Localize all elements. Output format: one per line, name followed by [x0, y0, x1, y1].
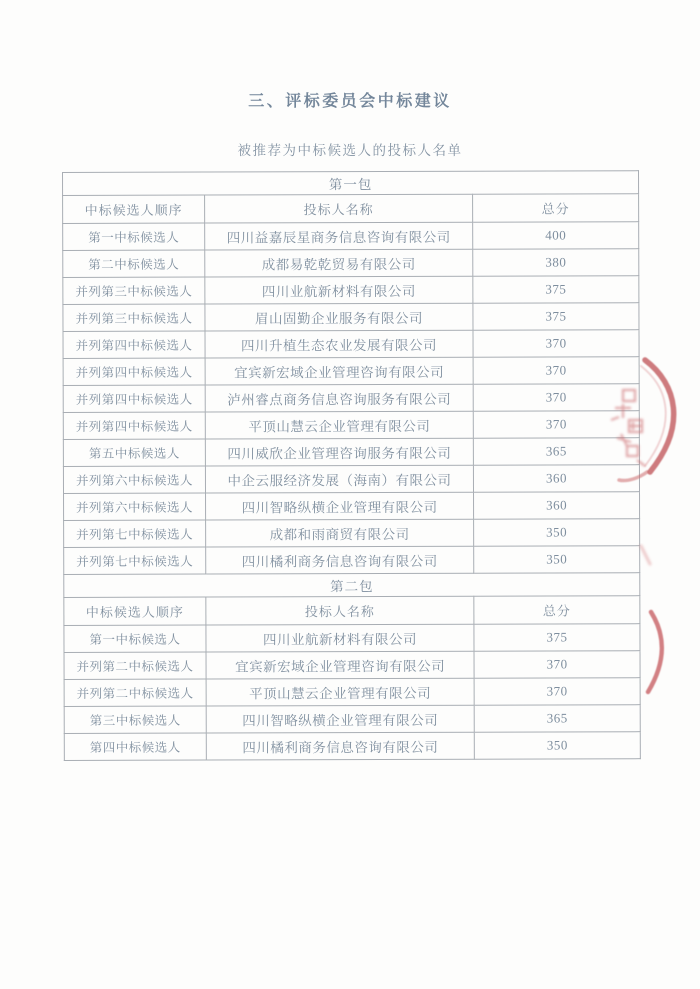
table-row — [63, 465, 639, 494]
candidate-order: 并列第二中标候选人 — [64, 679, 206, 706]
table-row — [64, 546, 640, 575]
candidate-order: 并列第三中标候选人 — [63, 277, 205, 304]
table-row — [64, 705, 640, 734]
total-score: 370 — [473, 411, 639, 439]
col-header-order: 中标候选人顺序 — [64, 597, 206, 625]
total-score: 365 — [474, 705, 640, 733]
candidate-order: 并列第二中标候选人 — [64, 652, 206, 679]
bidder-name: 中企云服经济发展（海南）有限公司 — [205, 465, 473, 493]
candidate-order: 并列第七中标候选人 — [64, 547, 206, 574]
total-score: 350 — [474, 546, 640, 574]
table-row — [63, 411, 639, 440]
table-row — [63, 276, 639, 305]
total-score: 360 — [473, 465, 639, 493]
document-subtitle: 被推荐为中标候选人的投标人名单 — [237, 143, 463, 158]
total-score: 370 — [474, 678, 640, 706]
total-score: 370 — [474, 651, 640, 679]
table-row — [63, 357, 639, 386]
bidder-name: 平顶山慧云企业管理有限公司 — [205, 411, 473, 439]
bidder-name: 宜宾新宏域企业管理咨询有限公司 — [206, 651, 474, 679]
table-row — [64, 624, 640, 653]
total-score: 360 — [474, 492, 640, 520]
award-candidates-table — [62, 170, 641, 761]
total-score: 370 — [473, 357, 639, 385]
candidate-order: 并列第四中标候选人 — [63, 412, 205, 439]
table-row — [63, 384, 639, 413]
candidate-order: 并列第三中标候选人 — [63, 304, 205, 331]
table-row — [63, 438, 639, 467]
package-name: 第二包 — [64, 573, 640, 598]
section-title: 三、评标委员会中标建议 — [248, 93, 452, 110]
bidder-name: 四川益嘉辰星商务信息咨询有限公司 — [205, 222, 473, 250]
total-score: 370 — [473, 330, 639, 358]
candidate-order: 第二中标候选人 — [63, 250, 205, 277]
table-row — [63, 249, 639, 278]
table-row — [64, 651, 640, 680]
bidder-name: 成都易乾乾贸易有限公司 — [205, 249, 473, 277]
package-name: 第一包 — [63, 171, 639, 196]
total-score: 375 — [473, 276, 639, 304]
table-row — [64, 732, 640, 761]
col-header-bidder-name: 投标人名称 — [206, 596, 474, 625]
candidate-order: 第五中标候选人 — [63, 439, 205, 466]
package-header-row — [64, 573, 640, 598]
column-header-row — [64, 596, 640, 626]
candidate-order: 并列第六中标候选人 — [63, 466, 205, 493]
candidate-order: 第一中标候选人 — [64, 625, 206, 652]
total-score: 365 — [473, 438, 639, 466]
total-score: 350 — [474, 519, 640, 547]
col-header-total-score: 总分 — [473, 194, 639, 223]
candidate-order: 并列第七中标候选人 — [64, 520, 206, 547]
total-score: 375 — [474, 624, 640, 652]
total-score: 375 — [473, 303, 639, 331]
table-row — [63, 222, 639, 251]
bidder-name: 四川业航新材料有限公司 — [205, 276, 473, 304]
candidate-order: 并列第四中标候选人 — [63, 331, 205, 358]
table-row — [63, 330, 639, 359]
bidder-name: 宜宾新宏域企业管理咨询有限公司 — [205, 357, 473, 385]
bidder-name: 成都和雨商贸有限公司 — [206, 519, 474, 547]
bidder-name: 四川智略纵横企业管理有限公司 — [206, 705, 474, 733]
table-row — [63, 303, 639, 332]
column-header-row — [63, 194, 639, 224]
candidate-order: 并列第六中标候选人 — [64, 493, 206, 520]
candidate-order: 并列第四中标候选人 — [63, 358, 205, 385]
total-score: 350 — [474, 732, 640, 760]
bidder-name: 泸州睿点商务信息咨询服务有限公司 — [205, 384, 473, 412]
bidder-name: 四川升植生态农业发展有限公司 — [205, 330, 473, 358]
bidder-name: 四川橘利商务信息咨询有限公司 — [206, 732, 474, 760]
col-header-total-score: 总分 — [474, 596, 640, 625]
bidder-name: 四川业航新材料有限公司 — [206, 624, 474, 652]
candidate-order: 并列第四中标候选人 — [63, 385, 205, 412]
candidate-order: 第一中标候选人 — [63, 223, 205, 250]
bidder-name: 四川威欣企业管理咨询服务有限公司 — [205, 438, 473, 466]
total-score: 370 — [473, 384, 639, 412]
total-score: 400 — [473, 222, 639, 250]
table-row — [64, 492, 640, 521]
total-score: 380 — [473, 249, 639, 277]
bidder-name: 眉山固勤企业服务有限公司 — [205, 303, 473, 331]
bidder-name: 四川橘利商务信息咨询有限公司 — [206, 546, 474, 574]
bidder-name: 四川智略纵横企业管理有限公司 — [206, 492, 474, 520]
package-header-row — [63, 171, 639, 196]
candidate-order: 第三中标候选人 — [64, 706, 206, 733]
red-seal-arc-partial — [636, 606, 678, 698]
table-row — [64, 519, 640, 548]
candidate-order: 第四中标候选人 — [64, 733, 206, 760]
col-header-order: 中标候选人顺序 — [63, 195, 205, 223]
col-header-bidder-name: 投标人名称 — [205, 194, 473, 223]
bidder-name: 平顶山慧云企业管理有限公司 — [206, 678, 474, 706]
table-row — [64, 678, 640, 707]
